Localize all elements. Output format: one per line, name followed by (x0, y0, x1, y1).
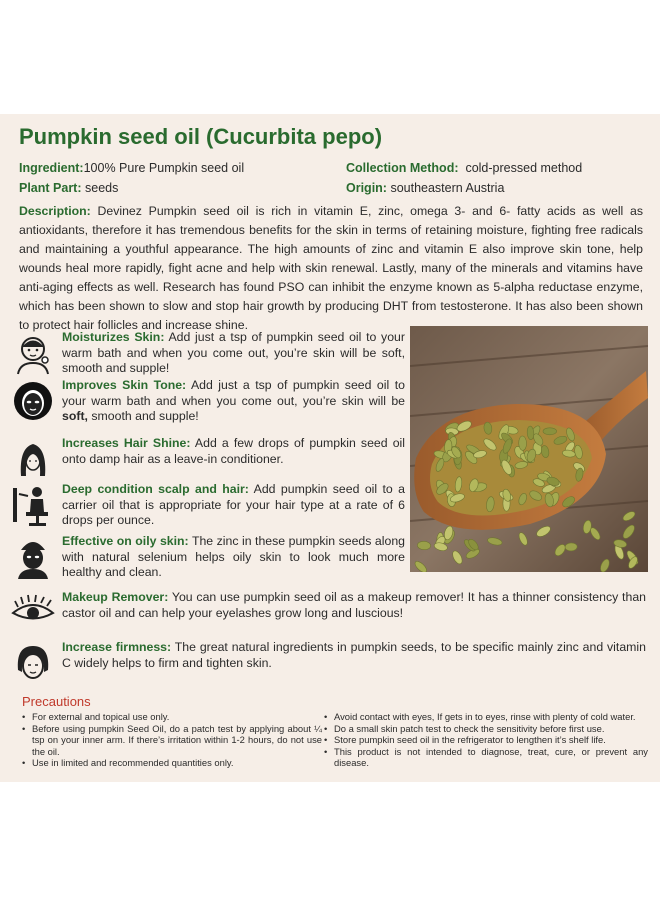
pumpkin-seed (565, 543, 577, 551)
collection-label: Collection Method: (346, 161, 459, 175)
benefit-text: You can use pumpkin seed oil as a makeup remover! It has a thinner consistency than castor oil and can help your eyelashes grow long and luscious! (62, 590, 646, 620)
page-title: Pumpkin seed oil (Cucurbita pepo) (19, 124, 383, 149)
plant-part-label: Plant Part: (19, 181, 82, 195)
ingredient-label: Ingredient: (19, 161, 84, 175)
benefit-deep-condition (10, 482, 405, 529)
collection-value: cold-pressed method (465, 161, 583, 175)
origin-row (346, 181, 504, 195)
pumpkin-seeds-scoop-photo (410, 326, 648, 572)
benefit-text: Add pumpkin seed oil to a carrier oil that is appropriate for your hair type at a rate of 6 drops per ounce. (62, 482, 405, 527)
salon-chair-icon (10, 482, 56, 528)
precaution-item: • This product is not intended to diagnose, treat, cure, or prevent any disease. (334, 746, 648, 769)
precaution-item: • Use in limited and recommended quantities only. (32, 757, 322, 769)
benefit-title: Deep condition scalp and hair: (62, 482, 249, 496)
face-mask-woman-icon (10, 330, 56, 376)
benefit-text: Add a few drops of pumpkin seed oil onto damp hair as a leave-in conditioner. (62, 436, 405, 466)
origin-value: southeastern Austria (390, 181, 505, 195)
benefit-text-end: smooth and supple! (87, 409, 199, 423)
benefit-makeup-remover (10, 590, 646, 621)
benefit-text: Add just a tsp of pumpkin seed oil to your warm bath and when you come out, you’re skin will be soft, smooth and supple! (62, 330, 405, 375)
precaution-item: • Avoid contact with eyes, If gets in to eyes, rinse with plenty of cold water. (334, 711, 648, 723)
benefit-increases-hair-shine (10, 436, 405, 467)
precaution-item: • Store pumpkin seed oil in the refrigerator to lengthen it’s shelf life. (334, 734, 648, 746)
benefit-moisturizes-skin (10, 330, 405, 377)
towel-wrap-woman-icon (10, 534, 56, 580)
ingredient-value: 100% Pure Pumpkin seed oil (83, 161, 245, 175)
benefit-increase-firmness (10, 640, 646, 671)
precautions-title: Precautions (22, 694, 91, 709)
benefit-title: Moisturizes Skin: (62, 330, 165, 344)
benefit-title: Effective on oily skin: (62, 534, 189, 548)
product-info-panel (0, 114, 660, 782)
plant-part-value: seeds (85, 181, 119, 195)
benefit-title: Increase firmness: (62, 640, 172, 654)
description (19, 202, 643, 335)
precaution-item: • Do a small skin patch test to check the sensitivity before first use. (334, 723, 648, 735)
origin-label: Origin: (346, 181, 387, 195)
eyelash-icon (10, 590, 56, 636)
benefit-title: Improves Skin Tone: (62, 378, 187, 392)
benefit-text: The zinc in these pumpkin seeds along with natural selenium helps oily skin to look much more healthy and clean. (62, 534, 405, 579)
benefit-improves-skin-tone (10, 378, 405, 425)
precaution-item: • Before using pumpkin Seed Oil, do a patch test by applying about ¼ tsp on your inner arm. If there’s irritation within 1-2 hours, do not use the oil. (32, 723, 322, 758)
benefit-text: The great natural ingredients in pumpkin seeds, to be specific mainly zinc and vitamin C widely helps to firm and tighten skin. (62, 640, 646, 670)
benefit-bold-text: soft, (62, 409, 88, 423)
benefit-oily-skin (10, 534, 405, 581)
description-label: Description: (19, 204, 91, 218)
black-face-mask-icon (10, 378, 56, 424)
description-text: Devinez Pumpkin seed oil is rich in vitamin E, zinc, omega 3- and 6- fatty acids as well as antioxidants, therefore it has tremendous benefits for the skin in terms of retaining moisture, fighting free radicals and maintaining a youthful appearance. The high amounts of zinc and vitamin E also improve skin tone, help wounds heal more rapidly, fight acne and help with skin renewal. Lastly, many of the minerals and vitamins have anti-aging effects as well. Research has found PSO can inhibit the enzyme known as 5-alpha reductase enzyme, which has been shown to slow and stop hair growth by producing DHT from testosterone. It has also been shown to protect hair follicles and increase shine. (19, 204, 644, 332)
benefit-text: Add just a tsp of pumpkin seed oil to your warm bath and when you come out, you’re skin will be (62, 378, 405, 408)
benefit-title: Makeup Remover: (62, 590, 169, 604)
benefit-title: Increases Hair Shine: (62, 436, 191, 450)
precautions-right-list (322, 711, 648, 769)
long-hair-woman-icon (10, 436, 56, 482)
precautions-left-list (20, 711, 322, 769)
collection-row (346, 161, 582, 175)
precaution-item: • For external and topical use only. (32, 711, 322, 723)
plant-part-row (19, 181, 118, 195)
pumpkin-seed (518, 436, 526, 451)
ingredient-row (19, 161, 244, 175)
pumpkin-seed (543, 428, 557, 435)
short-hair-woman-icon (10, 640, 56, 686)
